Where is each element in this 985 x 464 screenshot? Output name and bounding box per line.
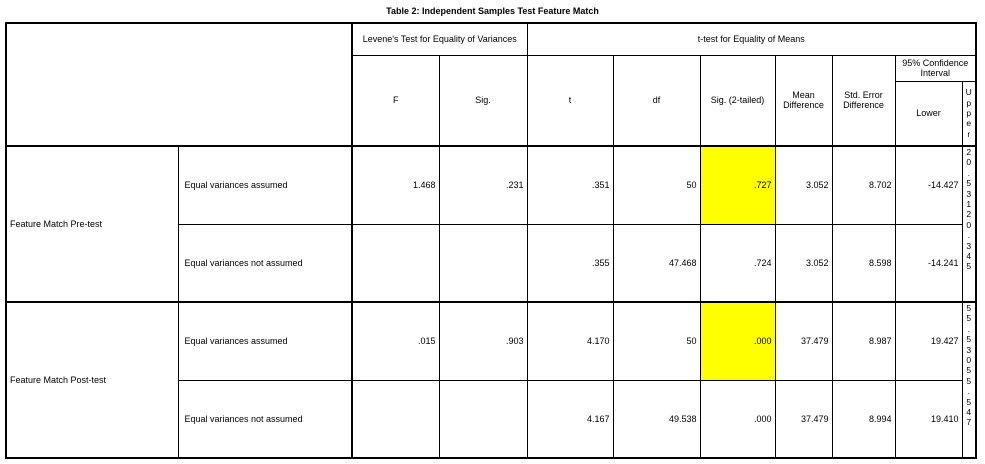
cell-std-error-difference: 8.702 (832, 146, 895, 224)
upper-char: 0 (966, 355, 972, 366)
upper-char: 5 (966, 313, 972, 324)
cell-sig-2-tailed-highlighted: .000 (700, 302, 775, 380)
cell-lower: -14.427 (895, 146, 962, 224)
levene-group-header: Levene's Test for Equality of Variances (352, 23, 527, 55)
row-label-posttest: Feature Match Post-test (6, 302, 178, 458)
upper-char: 3 (966, 188, 972, 199)
cell-sig: .231 (439, 146, 527, 224)
cell-sig-2-tailed: .000 (700, 380, 775, 458)
upper-char: 4 (966, 407, 972, 418)
row-sublabel: Equal variances assumed (178, 302, 352, 380)
cell-std-error-difference: 8.994 (832, 380, 895, 458)
col-header-sig-2-tailed: Sig. (2-tailed) (700, 55, 775, 146)
upper-char: 0 (966, 219, 972, 230)
upper-char: 3 (966, 240, 972, 251)
cell-f (352, 224, 439, 302)
row-sublabel: Equal variances assumed (178, 146, 352, 224)
upper-char: 1 (966, 199, 972, 210)
header-corner (6, 23, 352, 146)
cell-sig (439, 380, 527, 458)
cell-t: .355 (527, 224, 613, 302)
upper-char: 5 (966, 375, 972, 386)
upper-char: 5 (966, 303, 972, 313)
cell-f (352, 380, 439, 458)
cell-sig-2-tailed: .724 (700, 224, 775, 302)
cell-mean-difference: 3.052 (775, 224, 832, 302)
col-header-t: t (527, 55, 613, 146)
row-sublabel: Equal variances not assumed (178, 380, 352, 458)
cell-f: .015 (352, 302, 439, 380)
ci-group-header: 95% Confidence Interval (895, 55, 976, 81)
upper-char: 5 (966, 178, 972, 189)
cell-mean-difference: 3.052 (775, 146, 832, 224)
upper-char: . (967, 323, 970, 334)
upper-char: 3 (966, 344, 972, 355)
cell-upper-posttest (962, 302, 976, 458)
upper-char: 5 (966, 396, 972, 407)
ttest-group-header: t-test for Equality of Means (527, 23, 976, 55)
cell-f: 1.468 (352, 146, 439, 224)
upper-char: 2 (966, 209, 972, 220)
row-label-pretest: Feature Match Pre-test (6, 146, 178, 302)
cell-upper-pretest (962, 146, 976, 302)
col-header-upper: U p p e r (962, 81, 976, 146)
cell-lower: 19.410 (895, 380, 962, 458)
upper-char: 5 (966, 261, 972, 272)
upper-char: 5 (966, 365, 972, 376)
upper-char: 0 (966, 157, 972, 168)
upper-char: . (967, 230, 970, 241)
upper-char: 7 (966, 417, 972, 428)
upper-char: . (967, 386, 970, 397)
independent-samples-test-table (5, 22, 977, 459)
cell-t: .351 (527, 146, 613, 224)
table-title: Table 2: Independent Samples Test Feature Match (386, 6, 599, 16)
cell-t: 4.167 (527, 380, 613, 458)
cell-sig-2-tailed-highlighted: .727 (700, 146, 775, 224)
cell-lower: 19.427 (895, 302, 962, 380)
col-header-df: df (613, 55, 700, 146)
upper-char: . (967, 167, 970, 178)
upper-char: 5 (966, 334, 972, 345)
cell-df: 47.468 (613, 224, 700, 302)
cell-sig (439, 224, 527, 302)
cell-std-error-difference: 8.987 (832, 302, 895, 380)
col-header-f: F (352, 55, 439, 146)
cell-std-error-difference: 8.598 (832, 224, 895, 302)
upper-char: 2 (966, 147, 972, 157)
col-header-lower: Lower (895, 81, 962, 146)
cell-sig: .903 (439, 302, 527, 380)
row-sublabel: Equal variances not assumed (178, 224, 352, 302)
col-header-mean-difference: Mean Difference (775, 55, 832, 146)
cell-df: 49.538 (613, 380, 700, 458)
cell-mean-difference: 37.479 (775, 380, 832, 458)
cell-lower: -14.241 (895, 224, 962, 302)
cell-t: 4.170 (527, 302, 613, 380)
cell-mean-difference: 37.479 (775, 302, 832, 380)
upper-char: 4 (966, 251, 972, 262)
cell-df: 50 (613, 146, 700, 224)
cell-df: 50 (613, 302, 700, 380)
col-header-std-error-difference: Std. Error Difference (832, 55, 895, 146)
col-header-sig: Sig. (439, 55, 527, 146)
